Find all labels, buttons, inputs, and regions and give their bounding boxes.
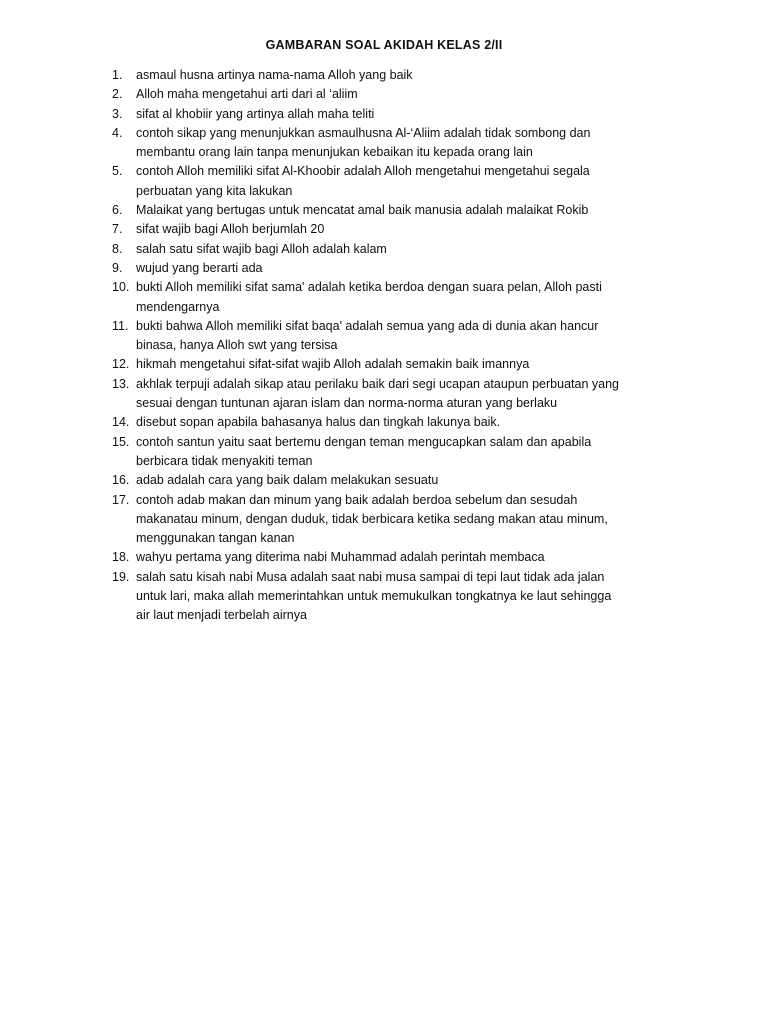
- question-list: [112, 66, 682, 626]
- question-text-line: sesuai dengan tuntunan ajaran islam dan norma-norma aturan yang berlaku: [136, 396, 558, 411]
- question-item: [112, 85, 682, 104]
- question-text-line: adab adalah cara yang baik dalam melakukan sesuatu: [136, 473, 439, 488]
- question-text-line: untuk lari, maka allah memerintahkan untuk memukulkan tongkatnya ke laut sehingga: [136, 589, 612, 604]
- question-item: [112, 568, 682, 626]
- question-number: 2.: [112, 87, 123, 102]
- question-text-line: Alloh maha mengetahui arti dari al ‘aliim: [136, 87, 358, 102]
- question-text-line: bukti bahwa Alloh memiliki sifat baqa' adalah semua yang ada di dunia akan hancur: [136, 318, 599, 333]
- question-number: 3.: [112, 106, 123, 121]
- question-item: [112, 317, 682, 356]
- question-text-line: wahyu pertama yang diterima nabi Muhammad adalah perintah membaca: [136, 550, 545, 565]
- question-text-line: contoh sikap yang menunjukkan asmaulhusna Al-‘Aliim adalah tidak sombong dan: [136, 125, 591, 140]
- question-text-line: menggunakan tangan kanan: [136, 531, 295, 546]
- question-text-line: bukti Alloh memiliki sifat sama' adalah ketika berdoa dengan suara pelan, Alloh pasti: [136, 280, 602, 295]
- question-item: [112, 259, 682, 278]
- question-number: 17.: [112, 492, 130, 507]
- question-text-line: mendengarnya: [136, 299, 220, 314]
- question-text-line: asmaul husna artinya nama-nama Alloh yang baik: [136, 68, 413, 82]
- question-number: 6.: [112, 203, 123, 218]
- question-item: [112, 105, 682, 124]
- question-text-line: contoh santun yaitu saat bertemu dengan teman mengucapkan salam dan apabila: [136, 434, 592, 449]
- question-item: [112, 548, 682, 567]
- question-item: [112, 240, 682, 259]
- question-text-line: berbicara tidak menyakiti teman: [136, 453, 313, 468]
- document-title: GAMBARAN SOAL AKIDAH KELAS 2/II: [265, 38, 503, 52]
- question-item: [112, 162, 682, 201]
- question-text-line: akhlak terpuji adalah sikap atau perilaku baik dari segi ucapan ataupun perbuatan yang: [136, 376, 619, 391]
- question-number: 7.: [112, 222, 123, 237]
- question-text-line: sifat al khobiir yang artinya allah maha teliti: [136, 106, 375, 121]
- question-number: 10.: [112, 280, 130, 295]
- question-number: 12.: [112, 357, 130, 372]
- question-item: [112, 375, 682, 414]
- question-number: 9.: [112, 260, 123, 275]
- question-number: 15.: [112, 434, 130, 449]
- question-item: [112, 124, 682, 163]
- question-item: [112, 220, 682, 239]
- question-number: 1.: [112, 68, 123, 82]
- question-text-line: contoh adab makan dan minum yang baik adalah berdoa sebelum dan sesudah: [136, 492, 578, 507]
- question-number: 5.: [112, 164, 123, 179]
- question-item: [112, 433, 682, 472]
- question-number: 13.: [112, 376, 130, 391]
- question-number: 11.: [112, 318, 129, 333]
- question-item: [112, 355, 682, 374]
- question-item: [112, 471, 682, 490]
- question-text-line: disebut sopan apabila bahasanya halus dan tingkah lakunya baik.: [136, 415, 501, 430]
- question-text-line: hikmah mengetahui sifat-sifat wajib Alloh adalah semakin baik imannya: [136, 357, 530, 372]
- question-text-line: binasa, hanya Alloh swt yang tersisa: [136, 338, 338, 353]
- question-item: [112, 201, 682, 220]
- question-text-line: sifat wajib bagi Alloh berjumlah 20: [136, 222, 325, 237]
- question-text-line: contoh Alloh memiliki sifat Al-Khoobir adalah Alloh mengetahui mengetahui segala: [136, 164, 590, 179]
- question-item: [112, 413, 682, 432]
- question-text-line: salah satu kisah nabi Musa adalah saat nabi musa sampai di tepi laut tidak ada jalan: [136, 569, 605, 584]
- question-number: 18.: [112, 550, 130, 565]
- question-text-line: Malaikat yang bertugas untuk mencatat amal baik manusia adalah malaikat Rokib: [136, 203, 589, 218]
- question-number: 14.: [112, 415, 130, 430]
- question-text-line: perbuatan yang kita lakukan: [136, 183, 293, 198]
- question-text-line: wujud yang berarti ada: [136, 260, 263, 275]
- question-number: 8.: [112, 241, 123, 256]
- question-text-line: makanatau minum, dengan duduk, tidak berbicara ketika sedang makan atau minum,: [136, 511, 608, 526]
- question-number: 19.: [112, 569, 130, 584]
- question-item: [112, 278, 682, 317]
- question-text-line: salah satu sifat wajib bagi Alloh adalah kalam: [136, 241, 387, 256]
- question-number: 4.: [112, 125, 123, 140]
- question-text-line: membantu orang lain tanpa menunjukan kebaikan itu kepada orang lain: [136, 145, 533, 160]
- question-number: 16.: [112, 473, 130, 488]
- question-text-line: air laut menjadi terbelah airnya: [136, 608, 307, 623]
- question-item: [112, 491, 682, 549]
- question-item: [112, 66, 682, 85]
